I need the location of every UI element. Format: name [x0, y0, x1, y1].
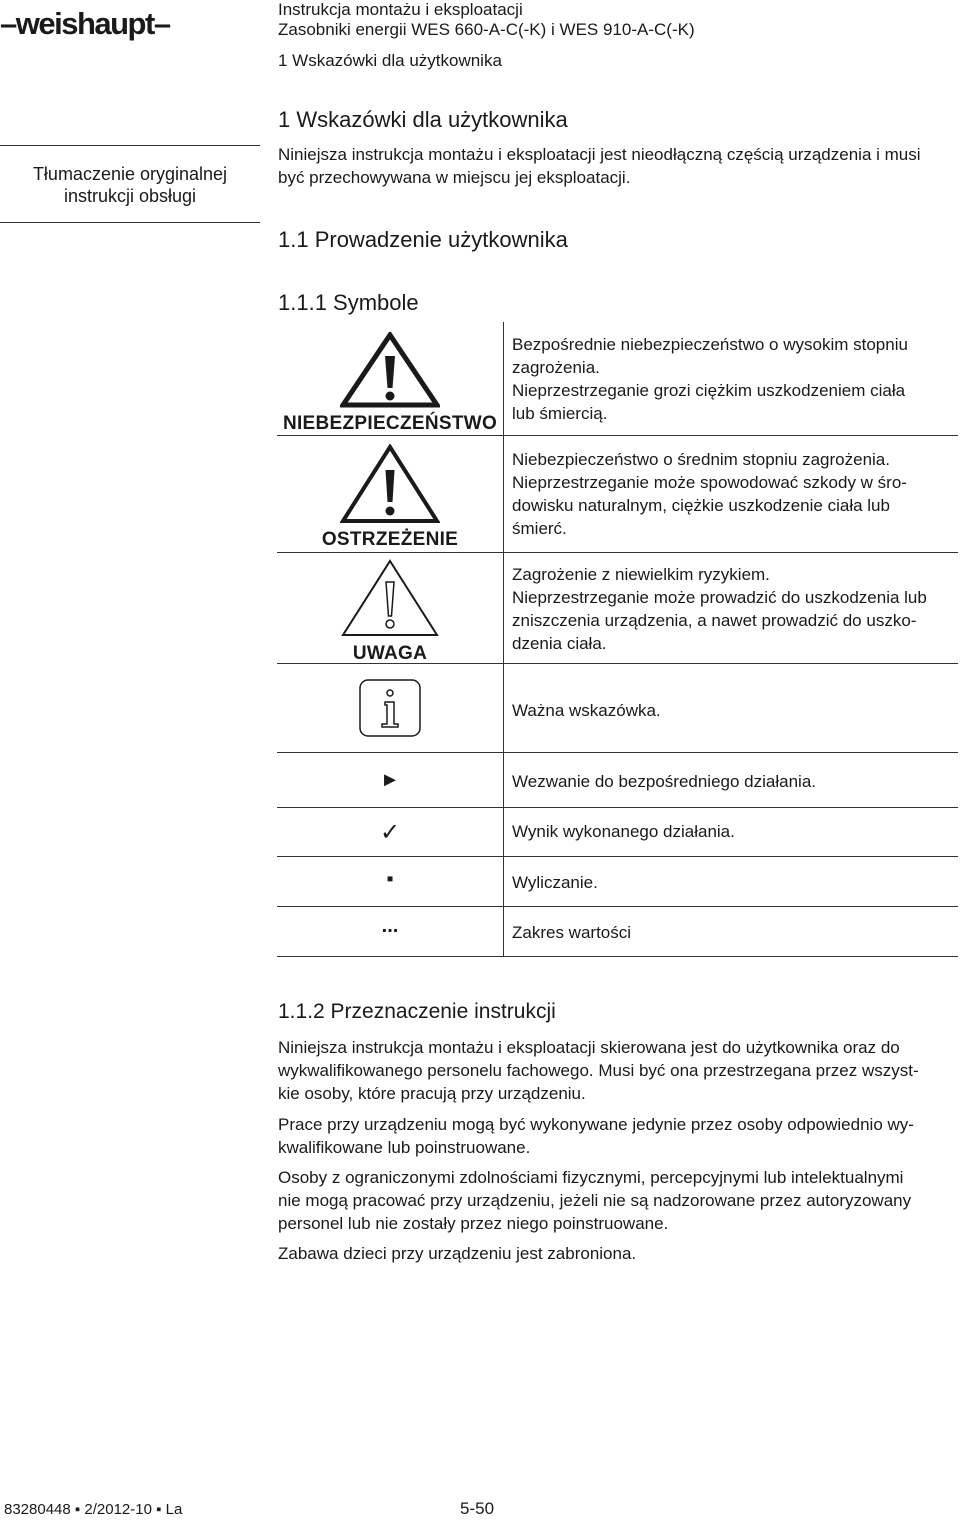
text-line: Ważna wskazówka.	[512, 701, 661, 720]
sidebar-note-line: instrukcji obsługi	[63, 186, 197, 206]
text-line: personel lub nie zostały przez niego poinstruowane.	[278, 1214, 669, 1233]
text-line: dzenia ciała.	[512, 634, 607, 653]
table-rule	[277, 906, 958, 907]
text-line: Prace przy urządzeniu mogą być wykonywane jedynie przez osoby odpowiednio wy-	[278, 1115, 914, 1134]
page-number: 5-50	[460, 1499, 495, 1518]
ellipsis-icon: ...	[381, 915, 399, 937]
warning-triangle-icon	[340, 332, 440, 408]
subsubsection-title: 1.1.1 Symbole	[278, 290, 419, 315]
purpose-paragraph-2	[278, 1113, 960, 1159]
text-line: Niebezpieczeństwo o średnim stopniu zagrożenia.	[512, 450, 890, 469]
caution-triangle-icon	[340, 558, 440, 638]
info-description	[512, 699, 958, 722]
purpose-paragraph-3	[278, 1166, 960, 1235]
text-line: Wezwanie do bezpośredniego działania.	[512, 772, 816, 791]
bullet-square-icon: ▪	[386, 868, 394, 890]
caution-symbol	[277, 558, 503, 665]
text-line: dowisku naturalnym, ciężkie uszkodzenie ciała lub	[512, 496, 890, 515]
danger-label: NIEBEZPIECZEŃSTWO	[282, 413, 498, 434]
table-rule	[277, 552, 958, 553]
table-rule	[277, 752, 958, 753]
checkmark-icon: ✓	[379, 819, 401, 846]
table-rule	[277, 807, 958, 808]
text-line: kwalifikowane lub poinstruowane.	[278, 1138, 531, 1157]
text-line: Wynik wykonanego działania.	[512, 822, 735, 841]
weishaupt-logo: –weishaupt–	[0, 6, 170, 41]
sidebar-translation-note	[0, 163, 260, 207]
purpose-paragraph-1	[278, 1036, 960, 1105]
caution-label: UWAGA	[352, 643, 428, 664]
subsection-title: 1.1 Prowadzenie użytkownika	[278, 227, 568, 252]
warning-label: OSTRZEŻENIE	[321, 529, 459, 550]
text-line: Nieprzestrzeganie może spowodować szkody w śro-	[512, 473, 907, 492]
sidebar-bottom-rule	[0, 222, 260, 223]
sidebar-top-rule	[0, 145, 260, 146]
text-line: śmierć.	[512, 519, 567, 538]
text-line: Zakres wartości	[512, 923, 632, 942]
table-rule	[277, 856, 958, 857]
text-line: Zagrożenie z niewielkim ryzykiem.	[512, 565, 770, 584]
text-line: kie osoby, które pracują przy urządzeniu.	[278, 1084, 586, 1103]
sidebar-note-line: Tłumaczenie oryginalnej	[32, 164, 228, 184]
text-line: Osoby z ograniczonymi zdolnościami fizycznymi, percepcyjnymi lub intelektualnymi	[278, 1168, 904, 1187]
purpose-paragraph-4	[278, 1242, 960, 1265]
danger-symbol	[277, 332, 503, 435]
subsubsection-title: 1.1.2 Przeznaczenie instrukcji	[278, 1000, 556, 1023]
text-line: lub śmiercią.	[512, 404, 608, 423]
symbols-table	[277, 322, 958, 957]
footer-doc-id: 83280448 ▪ 2/2012-10 ▪ La	[4, 1501, 183, 1518]
table-divider	[503, 322, 504, 957]
table-rule	[277, 435, 958, 436]
header-product: Zasobniki energii WES 660-A-C(-K) i WES 910-A-C(-K)	[278, 20, 695, 39]
action-description	[512, 770, 958, 793]
action-arrow-icon: ►	[380, 769, 400, 791]
range-description	[512, 921, 958, 944]
text-line: Nieprzestrzeganie może prowadzić do uszkodzenia lub	[512, 588, 927, 607]
text-line: Nieprzestrzeganie grozi ciężkim uszkodzeniem ciała	[512, 381, 906, 400]
text-line: zniszczenia urządzenia, a nawet prowadzić do uszko-	[512, 611, 917, 630]
text-line: Niniejsza instrukcja montażu i eksploatacji skierowana jest do użytkownika oraz do	[278, 1038, 900, 1057]
text-line: Zabawa dzieci przy urządzeniu jest zabroniona.	[278, 1244, 637, 1263]
text-line: Niniejsza instrukcja montażu i eksploatacji jest nieodłączną częścią urządzenia i musi	[278, 145, 921, 164]
text-line: być przechowywana w miejscu jej eksploatacji.	[278, 168, 631, 187]
text-line: nie mogą pracować przy urządzeniu, jeżeli nie są nadzorowane przez autoryzowany	[278, 1191, 912, 1210]
header-chapter: 1 Wskazówki dla użytkownika	[278, 51, 502, 70]
info-icon	[358, 678, 422, 738]
danger-description	[512, 333, 958, 425]
table-rule	[277, 956, 958, 957]
text-line: Bezpośrednie niebezpieczeństwo o wysokim stopniu	[512, 335, 908, 354]
warning-triangle-icon	[340, 444, 440, 524]
warning-symbol	[277, 444, 503, 551]
section-title: 1 Wskazówki dla użytkownika	[278, 107, 568, 132]
list-description	[512, 871, 958, 894]
intro-paragraph	[278, 143, 960, 189]
result-description	[512, 820, 958, 843]
text-line: Wyliczanie.	[512, 873, 598, 892]
warning-description	[512, 448, 958, 540]
header-doc-title: Instrukcja montażu i eksploatacji	[278, 0, 523, 19]
text-line: zagrożenia.	[512, 358, 600, 377]
caution-description	[512, 563, 958, 655]
info-symbol	[277, 678, 503, 743]
text-line: wykwalifikowanego personelu fachowego. Musi być ona przestrzegana przez wszyst-	[278, 1061, 919, 1080]
